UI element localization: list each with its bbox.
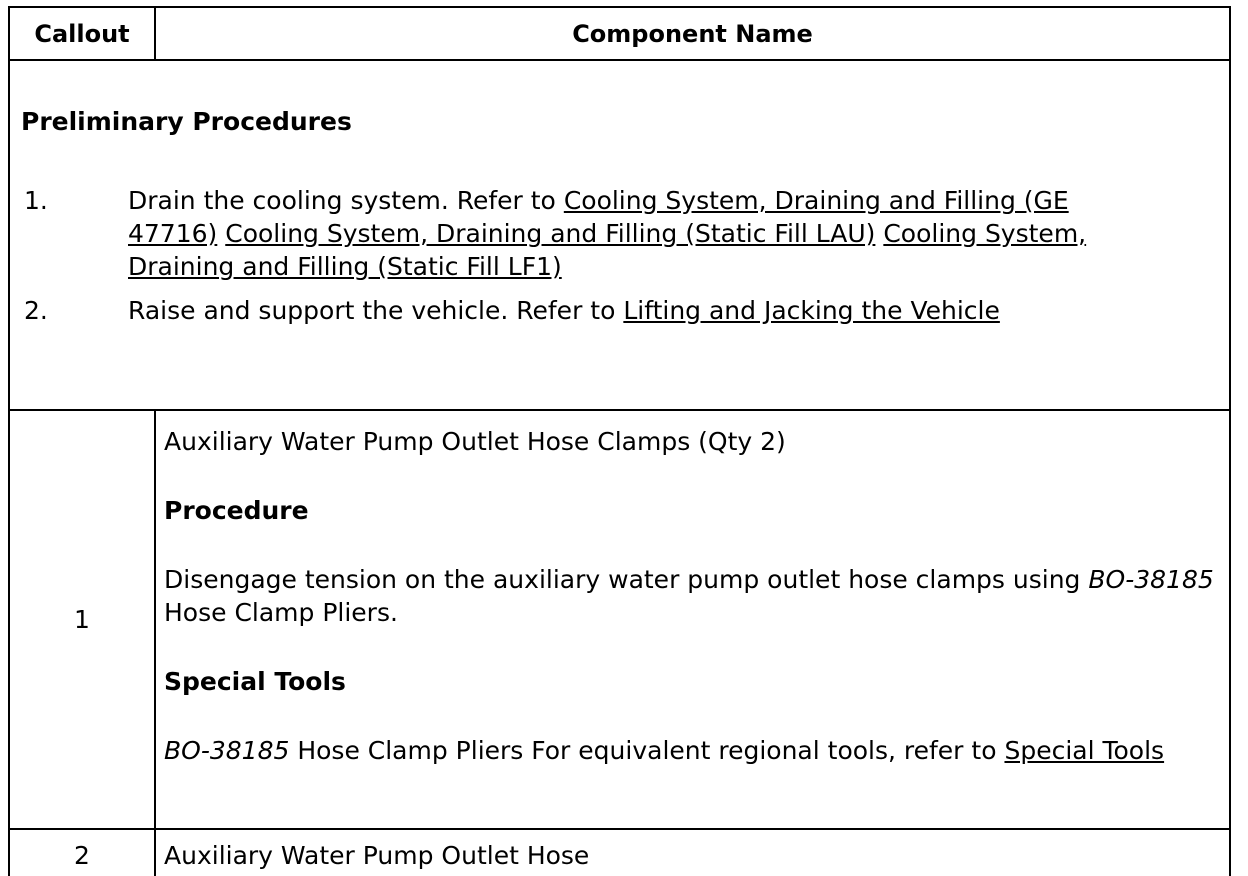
list-item	[10, 294, 1229, 327]
callout-cell: 2	[9, 829, 155, 876]
component-cell	[155, 410, 1230, 829]
step-number: 1.	[24, 186, 48, 215]
component-table	[8, 6, 1231, 876]
step-text-body: Drain the cooling system. Refer to	[128, 186, 564, 215]
list-item	[10, 184, 1229, 283]
step-text-body: Raise and support the vehicle. Refer to	[128, 296, 624, 325]
cooling-system-draining-filling-lau-link[interactable]: Cooling System, Draining and Filling (Static Fill LAU)	[225, 219, 876, 248]
component-name: Auxiliary Water Pump Outlet Hose Clamps (Qty 2)	[164, 427, 786, 456]
cooling-system-draining-filling-ge47716-link[interactable]: Cooling System, Draining and Filling (GE 47716)	[128, 186, 1069, 248]
procedure-text-pre: Disengage tension on the auxiliary water pump outlet hose clamps using	[164, 565, 1089, 594]
special-tools-text-body: Hose Clamp Pliers For equivalent regional tools, refer to	[289, 736, 1005, 765]
special-tools-heading: Special Tools	[164, 667, 346, 696]
cooling-system-draining-filling-lf1-link[interactable]: Cooling System, Draining and Filling (Static Fill LF1)	[128, 219, 1087, 281]
preliminary-steps-list	[10, 184, 1229, 327]
component-cell	[155, 829, 1230, 876]
table-row	[9, 410, 1230, 829]
table-header-row	[9, 7, 1230, 60]
procedure-text	[164, 563, 1221, 629]
special-tools-link[interactable]: Special Tools	[1004, 736, 1165, 765]
step-text	[128, 184, 1108, 283]
preliminary-procedures-row	[9, 60, 1230, 410]
callout-column-header: Callout	[9, 7, 155, 60]
step-text	[128, 294, 1108, 327]
component-name-column-header: Component Name	[155, 7, 1230, 60]
procedure-tool-number: BO-38185	[1088, 565, 1214, 594]
procedure-heading: Procedure	[164, 496, 309, 525]
lifting-jacking-vehicle-link[interactable]: Lifting and Jacking the Vehicle	[623, 296, 1000, 325]
table-row	[9, 829, 1230, 876]
special-tools-text	[164, 734, 1221, 767]
callout-cell: 1	[9, 410, 155, 829]
component-name: Auxiliary Water Pump Outlet Hose	[164, 840, 590, 870]
preliminary-procedures-cell	[9, 60, 1230, 410]
preliminary-procedures-title: Preliminary Procedures	[21, 107, 352, 136]
special-tools-tool-number: BO-38185	[164, 736, 290, 765]
step-number: 2.	[24, 296, 48, 325]
procedure-text-post: Hose Clamp Pliers.	[164, 598, 398, 627]
